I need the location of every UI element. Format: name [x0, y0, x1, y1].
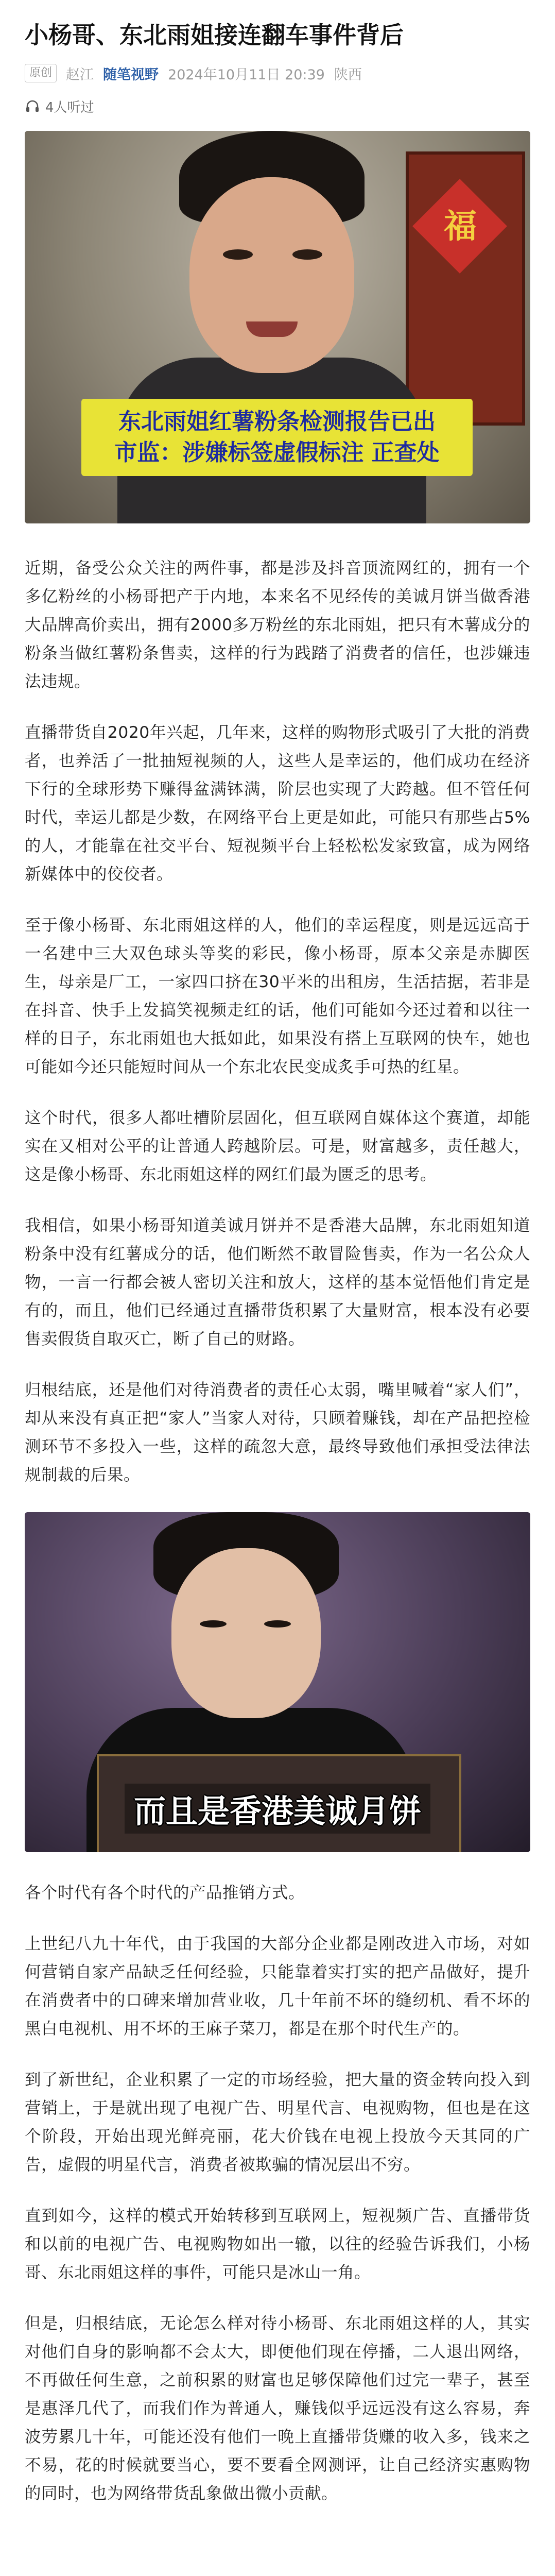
news-video-screenshot-2[interactable] — [25, 1512, 530, 1852]
fu-character: 福 — [444, 207, 477, 246]
person-eye-left — [223, 249, 253, 260]
article-meta — [25, 62, 530, 84]
author-name[interactable]: 赵江 — [66, 66, 94, 83]
news-caption-banner — [81, 399, 473, 476]
paragraph: 近期，备受公众关注的两件事，都是涉及抖音顶流网红的，拥有一个多亿粉丝的小杨哥把产于内地，本来名不见经传的美诚月饼当做香港大品牌高价卖出，拥有2000多万粉丝的东北雨姐，把只有木薯成分的粉条当做红薯粉条售卖，这样的行为践踏了消费者的信任，也涉嫌违法违规。 — [25, 559, 530, 691]
person-face — [189, 177, 354, 373]
listener-count: 4人听过 — [45, 99, 94, 115]
person-face — [171, 1548, 321, 1718]
headphone-icon — [25, 98, 40, 114]
person-eye-left — [200, 1620, 227, 1628]
caption-line-2: 市监：涉嫌标签虚假标注 正查处 — [114, 439, 440, 466]
paragraph: 直到如今，这样的模式开始转移到互联网上，短视频广告、直播带货和以前的电视广告、电视购物如出一辙，以往的经验告诉我们，小杨哥、东北雨姐这样的事件，可能只是冰山一角。 — [25, 2207, 530, 2282]
listen-button[interactable] — [25, 96, 530, 116]
person-mouth — [246, 321, 298, 337]
column-link[interactable]: 随笔视野 — [103, 66, 159, 83]
paragraph: 上世纪八九十年代，由于我国的大部分企业都是刚改进入市场，对如何营销自家产品缺乏任何经验，只能靠着实打实的把产品做好，提升在消费者中的口碑来增加营业收，几十年前不坏的缝纫机、看不坏的黑白电视机、用不坏的王麻子菜刀，都是在那个时代生产的。 — [25, 1935, 530, 2038]
paragraph: 归根结底，还是他们对待消费者的责任心太弱，嘴里喊着“家人们”，却从来没有真正把“家人”当家人对待，只顾着赚钱，却在产品把控检测环节不多投入一些，这样的疏忽大意，最终导致他们承担受法律法规制裁的后果。 — [25, 1381, 530, 1484]
paragraph: 到了新世纪，企业积累了一定的市场经验，把大量的资金转向投入到营销上，于是就出现了电视广告、明星代言、电视购物，但也是在这个阶段，开始出现光鲜亮丽，花大价钱在电视上投放今天其同的广告，虚假的明星代言，消费者被欺骗的情况层出不穷。 — [25, 2071, 530, 2174]
caption-line-1: 东北雨姐红薯粉条检测报告已出 — [118, 409, 436, 435]
publish-date: 2024年10月11日 20:39 — [168, 66, 325, 83]
article-title: 小杨哥、东北雨姐接连翻车事件背后 — [25, 21, 404, 49]
paragraph: 各个时代有各个时代的产品推销方式。 — [25, 1884, 305, 1902]
person-eye-right — [264, 1620, 291, 1628]
paragraph: 至于像小杨哥、东北雨姐这样的人，他们的幸运程度，则是远远高于一名建中三大双色球头等奖的彩民，像小杨哥，原本父亲是赤脚医生，母亲是厂工，一家四口挤在30平米的出租房，生活拮据，若非是在抖音、快手上发搞笑视频走红的话，他们可能如今还过着和以往一样的日子，东北雨姐也大抵如此，如果没有搭上互联网的快车，她也可能如今还只能短时间从一个东北农民变成炙手可热的红星。 — [25, 916, 530, 1076]
subtitle-banner — [25, 1780, 530, 1837]
original-badge: 原创 — [25, 64, 57, 82]
paragraph: 但是，归根结底，无论怎么样对待小杨哥、东北雨姐这样的人，其实对他们自身的影响都不会太大，即便他们现在停播，二人退出网络，不再做任何生意，之前积累的财富也足够保障他们过完一辈子，甚至是惠泽几代了，而我们作为普通人，赚钱似乎远远没有这么容易，奔波劳累几十年，可能还没有他们一晚上直播带货赚的收入多，钱来之不易，花的时候就要当心，要不要看全网测评，让自己经济实惠购物的同时，也为网络带货乱象做出微小贡献。 — [25, 2314, 530, 2503]
paragraph: 这个时代，很多人都吐槽阶层固化，但互联网自媒体这个赛道，却能实在又相对公平的让普通人跨越阶层。可是，财富越多，责任越大，这是像小杨哥、东北雨姐这样的网红们最为匮乏的思考。 — [25, 1109, 530, 1184]
publish-location: 陕西 — [334, 66, 362, 83]
person-eye-right — [292, 249, 322, 260]
paragraph: 我相信，如果小杨哥知道美诚月饼并不是香港大品牌，东北雨姐知道粉条中没有红薯成分的话，他们断然不敢冒险售卖，作为一名公众人物，一言一行都会被人密切关注和放大，这样的基本觉悟他们肯定是有的，而且，他们已经通过直播带货积累了大量财富，根本没有必要售卖假货自取灭亡，断了自己的财路。 — [25, 1216, 530, 1348]
subtitle-text: 而且是香港美诚月饼 — [125, 1784, 430, 1834]
news-video-screenshot-1[interactable] — [25, 131, 530, 523]
paragraph: 直播带货自2020年兴起，几年来，这样的购物形式吸引了大批的消费者，也养活了一批抽短视频的人，这些人是幸运的，他们成功在经济下行的全球形势下赚得盆满钵满，阶层也实现了大跨越。但不管任何时代，幸运儿都是少数，在网络平台上更是如此，可能只有那些占5%的人，才能靠在社交平台、短视频平台上轻松松发家致富，成为网络新媒体中的佼佼者。 — [25, 723, 530, 884]
